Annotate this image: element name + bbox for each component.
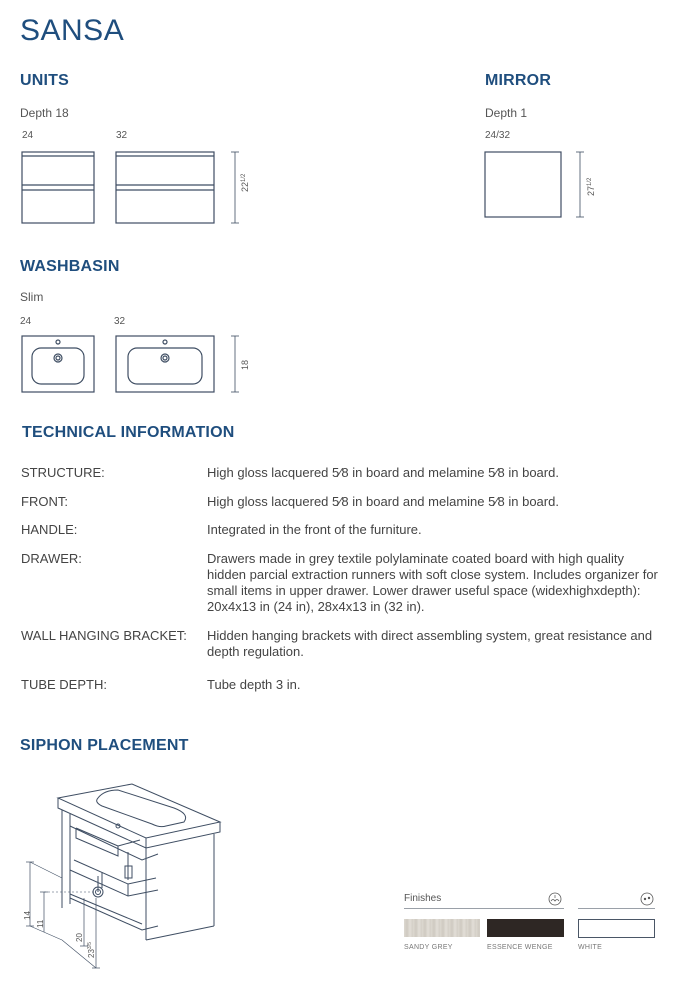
units-height-label: $22^{1/2}$ bbox=[240, 173, 250, 192]
siphon-heading: SIPHON PLACEMENT bbox=[20, 737, 189, 754]
unit-32-outline bbox=[116, 152, 214, 223]
swatch-essence-wenge[interactable] bbox=[487, 919, 564, 937]
tech-label-wall-bracket: WALL HANGING BRACKET: bbox=[21, 628, 187, 643]
siphon-dim-11: 11 bbox=[36, 919, 45, 928]
units-heading: UNITS bbox=[20, 72, 69, 89]
siphon-dim-20: 20 bbox=[75, 933, 84, 942]
washbasin-heading: WASHBASIN bbox=[20, 258, 120, 275]
tech-value-wall-bracket: Hidden hanging brackets with direct assembling system, great resistance and depth regulation. bbox=[207, 628, 653, 659]
page-title: SANSA bbox=[20, 14, 125, 47]
tech-value-drawer: Drawers made in grey textile polylaminate coated board with high quality hidden parcial extraction runners with soft close system. Includes organizer for small items in upper drawer. Lower drawer useful space (widexhighxdepth): 20x4x13 in (24 in), 28x4x13 in (32 in). bbox=[207, 551, 658, 614]
technical-heading: TECHNICAL INFORMATION bbox=[22, 424, 235, 441]
tech-value-front: High gloss lacquered 5⁄8 in board and melamine 5⁄8 in board. bbox=[207, 494, 559, 509]
mirror-height-label: $27^{1/2}$ bbox=[586, 177, 596, 196]
units-size-32: 32 bbox=[116, 130, 128, 141]
tech-label-structure: STRUCTURE: bbox=[21, 465, 105, 480]
swatch-sandy-grey[interactable] bbox=[404, 919, 480, 937]
washbasin-size-24: 24 bbox=[20, 316, 32, 327]
moisture-resistant-icon bbox=[548, 892, 562, 906]
swatch-label-white: WHITE bbox=[578, 944, 603, 951]
mirror-outline bbox=[485, 152, 561, 217]
tech-value-tube-depth: Tube depth 3 in. bbox=[207, 677, 301, 692]
washbasin-height-label: 18 bbox=[240, 359, 250, 370]
mirror-drawing bbox=[480, 146, 610, 226]
finishes-divider-white bbox=[578, 908, 655, 909]
units-drawing bbox=[18, 146, 258, 228]
mirror-heading: MIRROR bbox=[485, 72, 552, 89]
countertop bbox=[58, 784, 220, 838]
units-size-24: 24 bbox=[22, 130, 34, 141]
mirror-depth: Depth 1 bbox=[485, 106, 528, 120]
washbasin-type: Slim bbox=[20, 290, 44, 304]
swatch-white[interactable] bbox=[578, 919, 655, 938]
siphon-dim-23: $23^{3/5}$ bbox=[87, 942, 96, 958]
tech-value-structure: High gloss lacquered 5⁄8 in board and melamine 5⁄8 in board. bbox=[207, 465, 559, 480]
tech-value-handle: Integrated in the front of the furniture. bbox=[207, 522, 422, 537]
swatch-label-essence-wenge: ESSENCE WENGE bbox=[487, 944, 553, 951]
gloss-finish-icon bbox=[640, 892, 654, 906]
washbasin-drawing bbox=[18, 332, 258, 398]
swatch-label-sandy-grey: SANDY GREY bbox=[404, 944, 453, 951]
tech-label-front: FRONT: bbox=[21, 494, 68, 509]
units-depth: Depth 18 bbox=[20, 106, 69, 120]
tech-label-tube-depth: TUBE DEPTH: bbox=[21, 677, 107, 692]
tech-label-handle: HANDLE: bbox=[21, 522, 78, 537]
unit-24-outline bbox=[22, 152, 94, 223]
siphon-dim-14: 14 bbox=[23, 911, 32, 920]
siphon-drawing bbox=[14, 768, 226, 980]
washbasin-size-32: 32 bbox=[114, 316, 126, 327]
tech-label-drawer: DRAWER: bbox=[21, 551, 82, 566]
mirror-size: 24/32 bbox=[485, 130, 511, 141]
finishes-heading: Finishes bbox=[404, 893, 442, 904]
finishes-divider bbox=[404, 908, 564, 909]
